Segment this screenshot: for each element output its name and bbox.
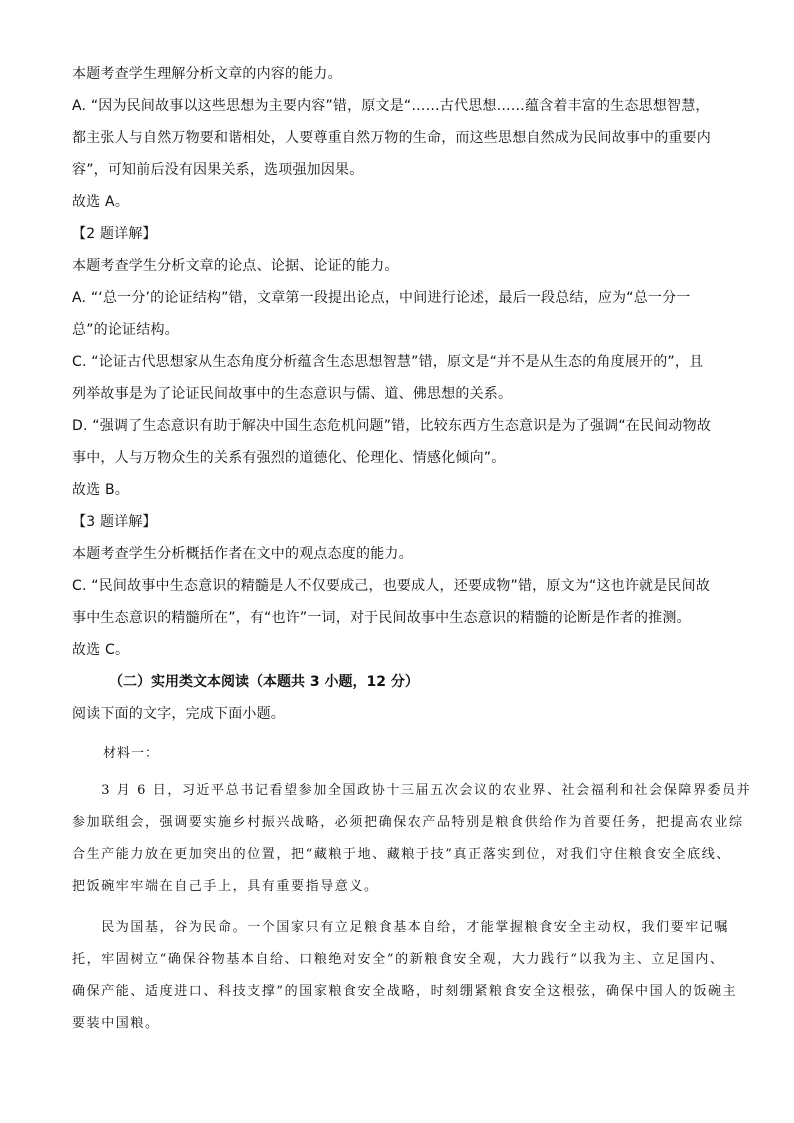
material-para-2-line-1: 民为国基，谷为民命。一个国家只有立足粮食基本自给，才能掌握粮食安全主动权，我们要牢记嘱 xyxy=(72,920,730,935)
material-para-1-line-1: 3 月 6 日，习近平总书记看望参加全国政协十三届五次会议的农业界、社会福利和社会保障界委员并 xyxy=(72,783,752,798)
q2-option-a-line-2: 总”的论证结构。 xyxy=(72,322,179,338)
section-instruction: 阅读下面的文字，完成下面小题。 xyxy=(72,706,285,722)
q2-option-d-line-1: D. “强调了生态意识有助于解决中国生态危机问题”错，比较东西方生态意识是为了强调“在民间动物故 xyxy=(72,418,712,434)
q1-answer: 故选 A。 xyxy=(72,194,130,210)
material-para-1-line-4: 把饭碗牢牢端在自己手上，具有重要指导意义。 xyxy=(72,879,379,894)
q1-option-a-line-1: A. “因为民间故事以这些思想为主要内容”错，原文是“……古代思想……蕴含着丰富的生态思想智慧， xyxy=(72,98,710,114)
q3-intro: 本题考查学生分析概括作者在文中的观点态度的能力。 xyxy=(72,546,413,562)
q2-option-c-line-1: C. “论证古代思想家从生态角度分析蕴含生态思想智慧”错，原文是“并不是从生态的角度展开的”，且 xyxy=(72,354,704,370)
q3-heading: 【3 题详解】 xyxy=(72,514,157,530)
material-para-2-line-3: 确保产能、适度进口、科技支撑”的国家粮食安全战略，时刻绷紧粮食安全这根弦，确保中国人的饭碗主 xyxy=(72,984,738,999)
q3-option-c-line-2: 事中生态意识的精髓所在”，有“也许”一词，对于民间故事中生态意识的精髓的论断是作者的推测。 xyxy=(72,610,691,626)
material-para-1-line-3: 合生产能力放在更加突出的位置，把“藏粮于地、藏粮于技”真正落实到位，对我们守住粮食安全底线、 xyxy=(72,847,731,862)
q2-intro: 本题考查学生分析文章的论点、论据、论证的能力。 xyxy=(72,258,399,274)
material-para-2-line-2: 托，牢固树立“确保谷物基本自给、口粮绝对安全”的新粮食安全观，大力践行“以我为主、立足国内、 xyxy=(72,952,725,967)
section-title: （二）实用类文本阅读（本题共 3 小题，12 分） xyxy=(109,674,419,690)
q2-answer: 故选 B。 xyxy=(72,482,130,498)
material-para-2-line-4: 要装中国粮。 xyxy=(72,1016,160,1031)
q3-option-c-line-1: C. “民间故事中生态意识的精髓是人不仅要成己，也要成人，还要成物”错，原文为“这也许就是民间故 xyxy=(72,578,711,594)
material-label: 材料一： xyxy=(103,746,160,761)
q3-answer: 故选 C。 xyxy=(72,642,130,658)
q1-option-a-line-2: 都主张人与自然万物要和谐相处，人要尊重自然万物的生命，而这些思想自然成为民间故事中的重要内 xyxy=(72,130,711,146)
q2-option-a-line-1: A. “‘总一分’的论证结构”错，文章第一段提出论点，中间进行论述，最后一段总结，应为“总一分一 xyxy=(72,290,691,306)
q2-heading: 【2 题详解】 xyxy=(72,226,157,242)
q1-option-a-line-3: 容”，可知前后没有因果关系，选项强加因果。 xyxy=(72,162,364,178)
q1-intro: 本题考查学生理解分析文章的内容的能力。 xyxy=(72,66,342,82)
q2-option-d-line-2: 事中，人与万物众生的关系有强烈的道德化、伦理化、情感化倾向”。 xyxy=(72,450,506,466)
material-para-1-line-2: 参加联组会，强调要实施乡村振兴战略，必须把确保农产品特别是粮食供给作为首要任务，把提高农业综 xyxy=(72,815,744,830)
q2-option-c-line-2: 列举故事是为了论证民间故事中的生态意识与儒、道、佛思想的关系。 xyxy=(72,386,513,402)
